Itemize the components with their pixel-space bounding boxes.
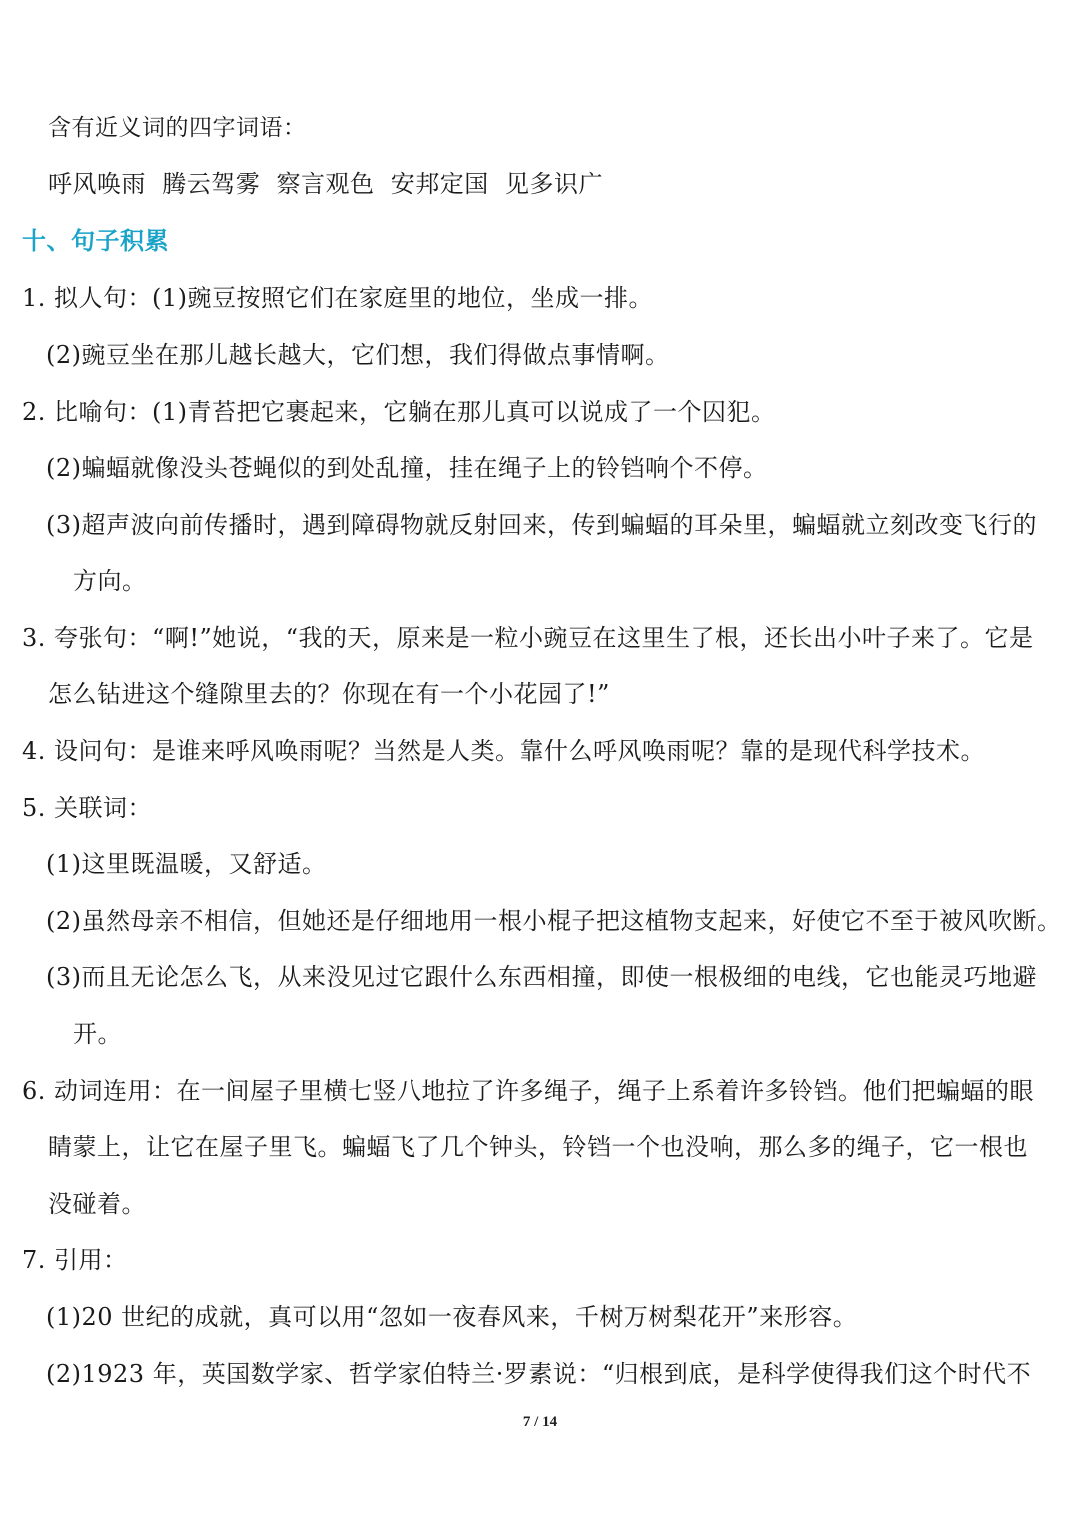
list-item-6 <box>22 1075 1034 1107</box>
item-number: 5. <box>22 794 46 822</box>
list-item-6-cont-1: 睛蒙上，让它在屋子里飞。蝙蝠飞了几个钟头，铃铛一个也没响，那么多的绳子，它一根也 <box>48 1133 1028 1161</box>
list-item-5-sub-2: (2)虽然母亲不相信，但她还是仔细地用一根小棍子把这植物支起来，好使它不至于被风吹断。 <box>46 907 1062 935</box>
item-text: 动词连用：在一间屋子里横七竖八地拉了许多绳子，绳子上系着许多铃铛。他们把蝙蝠的眼 <box>54 1077 1035 1105</box>
list-item-5-sub-3: (3)而且无论怎么飞，从来没见过它跟什么东西相撞，即使一根极细的电线，它也能灵巧地避 <box>46 963 1037 991</box>
item-number: 6. <box>22 1077 46 1105</box>
list-item-3 <box>22 622 1034 654</box>
item-number: 1. <box>22 284 46 312</box>
list-item-1 <box>22 282 653 314</box>
list-item-5-sub-3-cont: 开。 <box>73 1020 122 1048</box>
item-text: 拟人句：(1)豌豆按照它们在家庭里的地位，坐成一排。 <box>54 284 654 312</box>
list-item-7 <box>22 1244 128 1276</box>
list-item-2-sub-3-cont: 方向。 <box>73 567 147 595</box>
idioms-heading: 含有近义词的四字词语： <box>48 115 307 141</box>
list-item-5 <box>22 792 152 824</box>
item-number: 2. <box>22 398 46 426</box>
list-item-1-sub-2: (2)豌豆坐在那儿越长越大，它们想，我们得做点事情啊。 <box>46 341 670 369</box>
list-item-2-sub-3: (3)超声波向前传播时，遇到障碍物就反射回来，传到蝙蝠的耳朵里，蝙蝠就立刻改变飞行的 <box>46 511 1037 539</box>
item-text: 设问句：是谁来呼风唤雨呢？当然是人类。靠什么呼风唤雨呢？靠的是现代科学技术。 <box>54 737 986 765</box>
list-item-7-sub-1: (1)20 世纪的成就，真可以用“忽如一夜春风来，千树万树梨花开”来形容。 <box>46 1303 858 1331</box>
page-indicator: 7 / 14 <box>522 1414 558 1430</box>
idioms-list: 呼风唤雨 腾云驾雾 察言观色 安邦定国 见多识广 <box>48 170 604 198</box>
list-item-4 <box>22 735 985 767</box>
item-number: 4. <box>22 737 46 765</box>
list-item-2 <box>22 396 776 428</box>
item-text: 关联词： <box>54 794 153 822</box>
list-item-6-cont-2: 没碰着。 <box>48 1190 146 1218</box>
list-item-7-sub-2: (2)1923 年，英国数学家、哲学家伯特兰·罗素说：“归根到底，是科学使得我们这个时代不 <box>46 1360 1032 1388</box>
section-title: 十、句子积累 <box>22 227 169 255</box>
item-text: 比喻句：(1)青苔把它裹起来，它躺在那儿真可以说成了一个囚犯。 <box>54 398 776 426</box>
item-number: 7. <box>22 1246 46 1274</box>
item-number: 3. <box>22 624 46 652</box>
item-text: 引用： <box>54 1246 128 1274</box>
list-item-3-cont: 怎么钻进这个缝隙里去的？你现在有一个小花园了!” <box>48 680 610 708</box>
list-item-2-sub-2: (2)蝙蝠就像没头苍蝇似的到处乱撞，挂在绳子上的铃铛响个不停。 <box>46 454 768 482</box>
list-item-5-sub-1: (1)这里既温暖，又舒适。 <box>46 850 327 878</box>
item-text: 夸张句：“啊!”她说，“我的天，原来是一粒小豌豆在这里生了根，还长出小叶子来了。它是 <box>54 624 1034 652</box>
